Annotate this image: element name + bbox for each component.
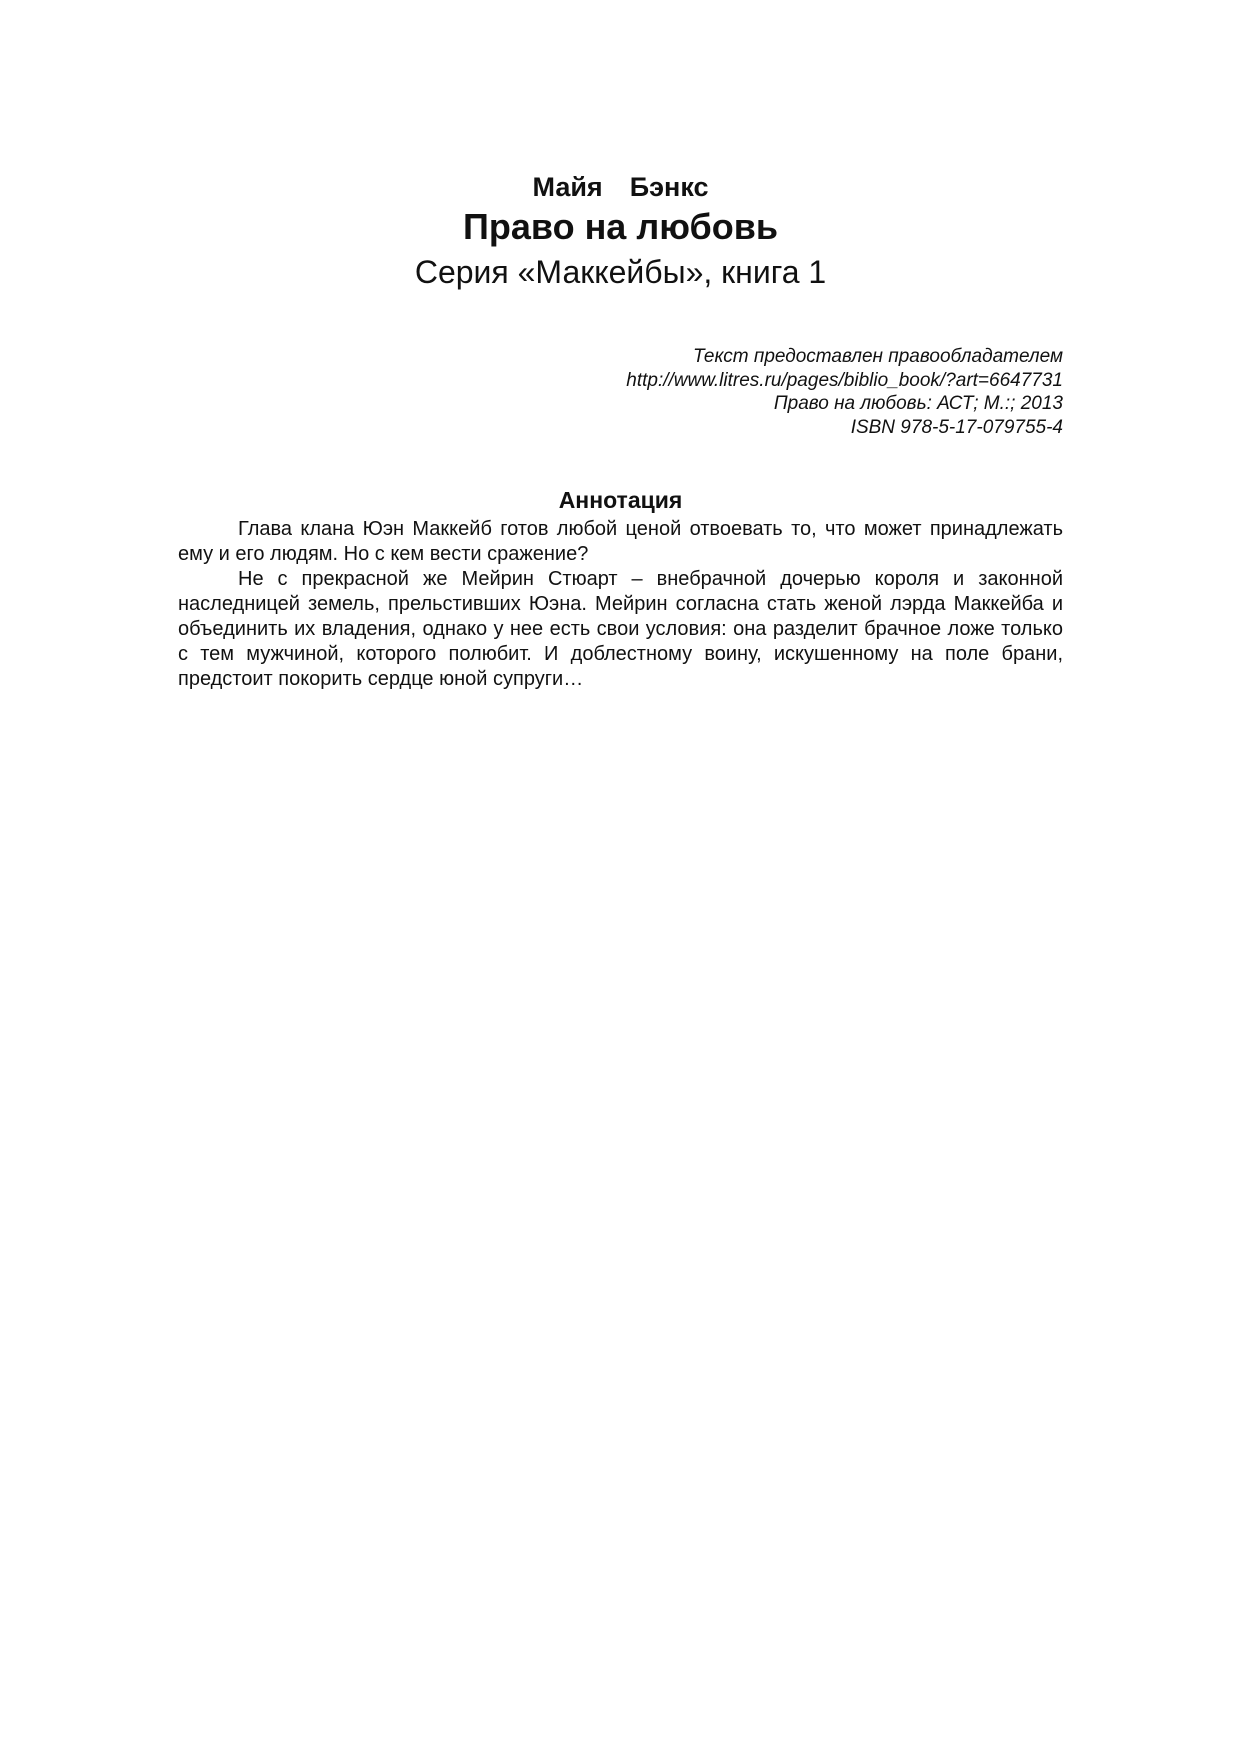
- book-title: Право на любовь: [463, 206, 778, 247]
- source-url-line: http://www.litres.ru/pages/biblio_book/?art=6647731: [626, 369, 1063, 391]
- source-publisher-line: Право на любовь: АСТ; М.:; 2013: [773, 393, 1063, 414]
- source-rightsholder-line: Текст предоставлен правообладателем: [692, 346, 1063, 367]
- source-info: [626, 345, 1063, 439]
- annotation-heading: Аннотация: [558, 487, 683, 513]
- series-subtitle: Серия «Маккейбы», книга 1: [414, 254, 827, 290]
- annotation-paragraph: Глава клана Юэн Маккейб готов любой ценой отвоевать то, что может принадлежать ему и его людям. Но с кем вести сражение?: [178, 518, 1063, 565]
- source-isbn-line: ISBN 978-5-17-079755-4: [850, 416, 1063, 438]
- title-block: [0, 170, 1241, 294]
- annotation-paragraph: Не с прекрасной же Мейрин Стюарт – внебрачной дочерью короля и законной наследницей земель, прельстивших Юэна. Мейрин согласна стать женой лэрда Маккейба и объединить их владения, однако у нее есть свои условия: она разделит брачное ложе только с тем мужчиной, которого полюбит. И доблестному воину, искушенному на поле брани, предстоит покорить сердце юной супруги…: [178, 568, 1063, 690]
- author-name: Майя Бэнкс: [532, 172, 709, 202]
- annotation-section: [178, 485, 1063, 692]
